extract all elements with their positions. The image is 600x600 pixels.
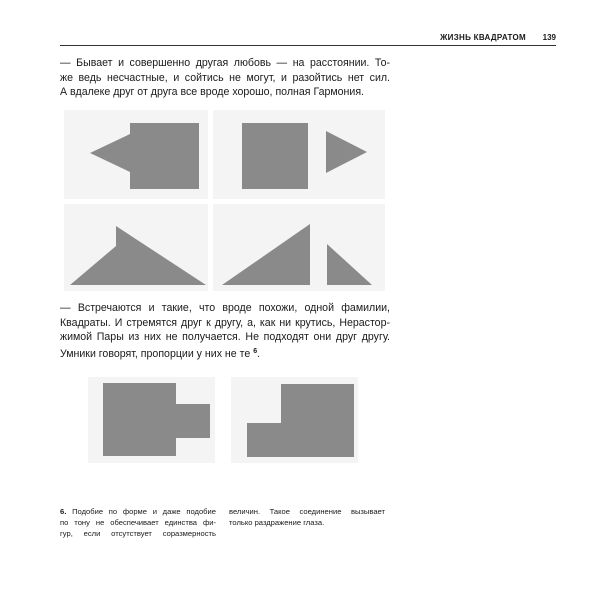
footnote-line: только раздражение глаза. bbox=[229, 518, 325, 527]
paragraph-2-line-last bbox=[60, 345, 390, 362]
big-square-left bbox=[103, 383, 176, 456]
paragraph-1 bbox=[60, 56, 390, 100]
paragraph-2-line: — Встречаются и такие, что вроде похожи, одной фамилии, bbox=[60, 302, 390, 314]
square-attached bbox=[130, 123, 199, 189]
paragraph-1-line: — Бывает и совершенно другая любовь — на расстоянии. То- bbox=[60, 57, 390, 69]
running-header bbox=[60, 33, 556, 46]
paragraph-2-line: Умники говорят, пропорции у них не те bbox=[60, 347, 251, 360]
big-square-right bbox=[281, 384, 354, 457]
footnote-line bbox=[60, 506, 216, 517]
paragraph-1-line: А вдалеке друг от друга все вроде хорошо, полная Гармония. bbox=[60, 86, 364, 98]
small-square-left bbox=[176, 404, 210, 438]
footnote-line: величин. Такое соединение вызывает bbox=[229, 507, 385, 516]
footnote-text: Подобие по форме и даже подобие bbox=[72, 507, 216, 516]
square-separate bbox=[242, 123, 308, 189]
header-title: ЖИЗНЬ КВАДРАТОМ bbox=[440, 33, 526, 42]
paragraph-2 bbox=[60, 301, 390, 361]
small-square-right bbox=[247, 423, 281, 457]
footnote-line: по тону не обеспечивает единства фи- bbox=[60, 518, 216, 527]
page-number: 139 bbox=[542, 33, 556, 42]
paragraph-2-line: Квадраты. И стремятся друг к другу, а, как ни крутись, Нерастор- bbox=[60, 316, 390, 329]
footnote-number: 6. bbox=[60, 507, 67, 516]
footnote-column-1 bbox=[60, 506, 216, 539]
footnote-line: гур, если отсутствует соразмерность bbox=[60, 529, 216, 538]
end-punctuation: . bbox=[257, 347, 261, 360]
figure-distance-shapes bbox=[60, 106, 390, 294]
footnote-reference: 6 bbox=[253, 347, 258, 355]
paragraph-2-line: жимой Пары из них не получается. Не подходят они друг другу. bbox=[60, 331, 390, 343]
footnote-column-2 bbox=[229, 506, 385, 528]
paragraph-1-line: же ведь несчастные, и сойтись не могут, и разойтись нет сил. bbox=[60, 71, 390, 84]
figure-mismatched-squares bbox=[88, 377, 358, 463]
